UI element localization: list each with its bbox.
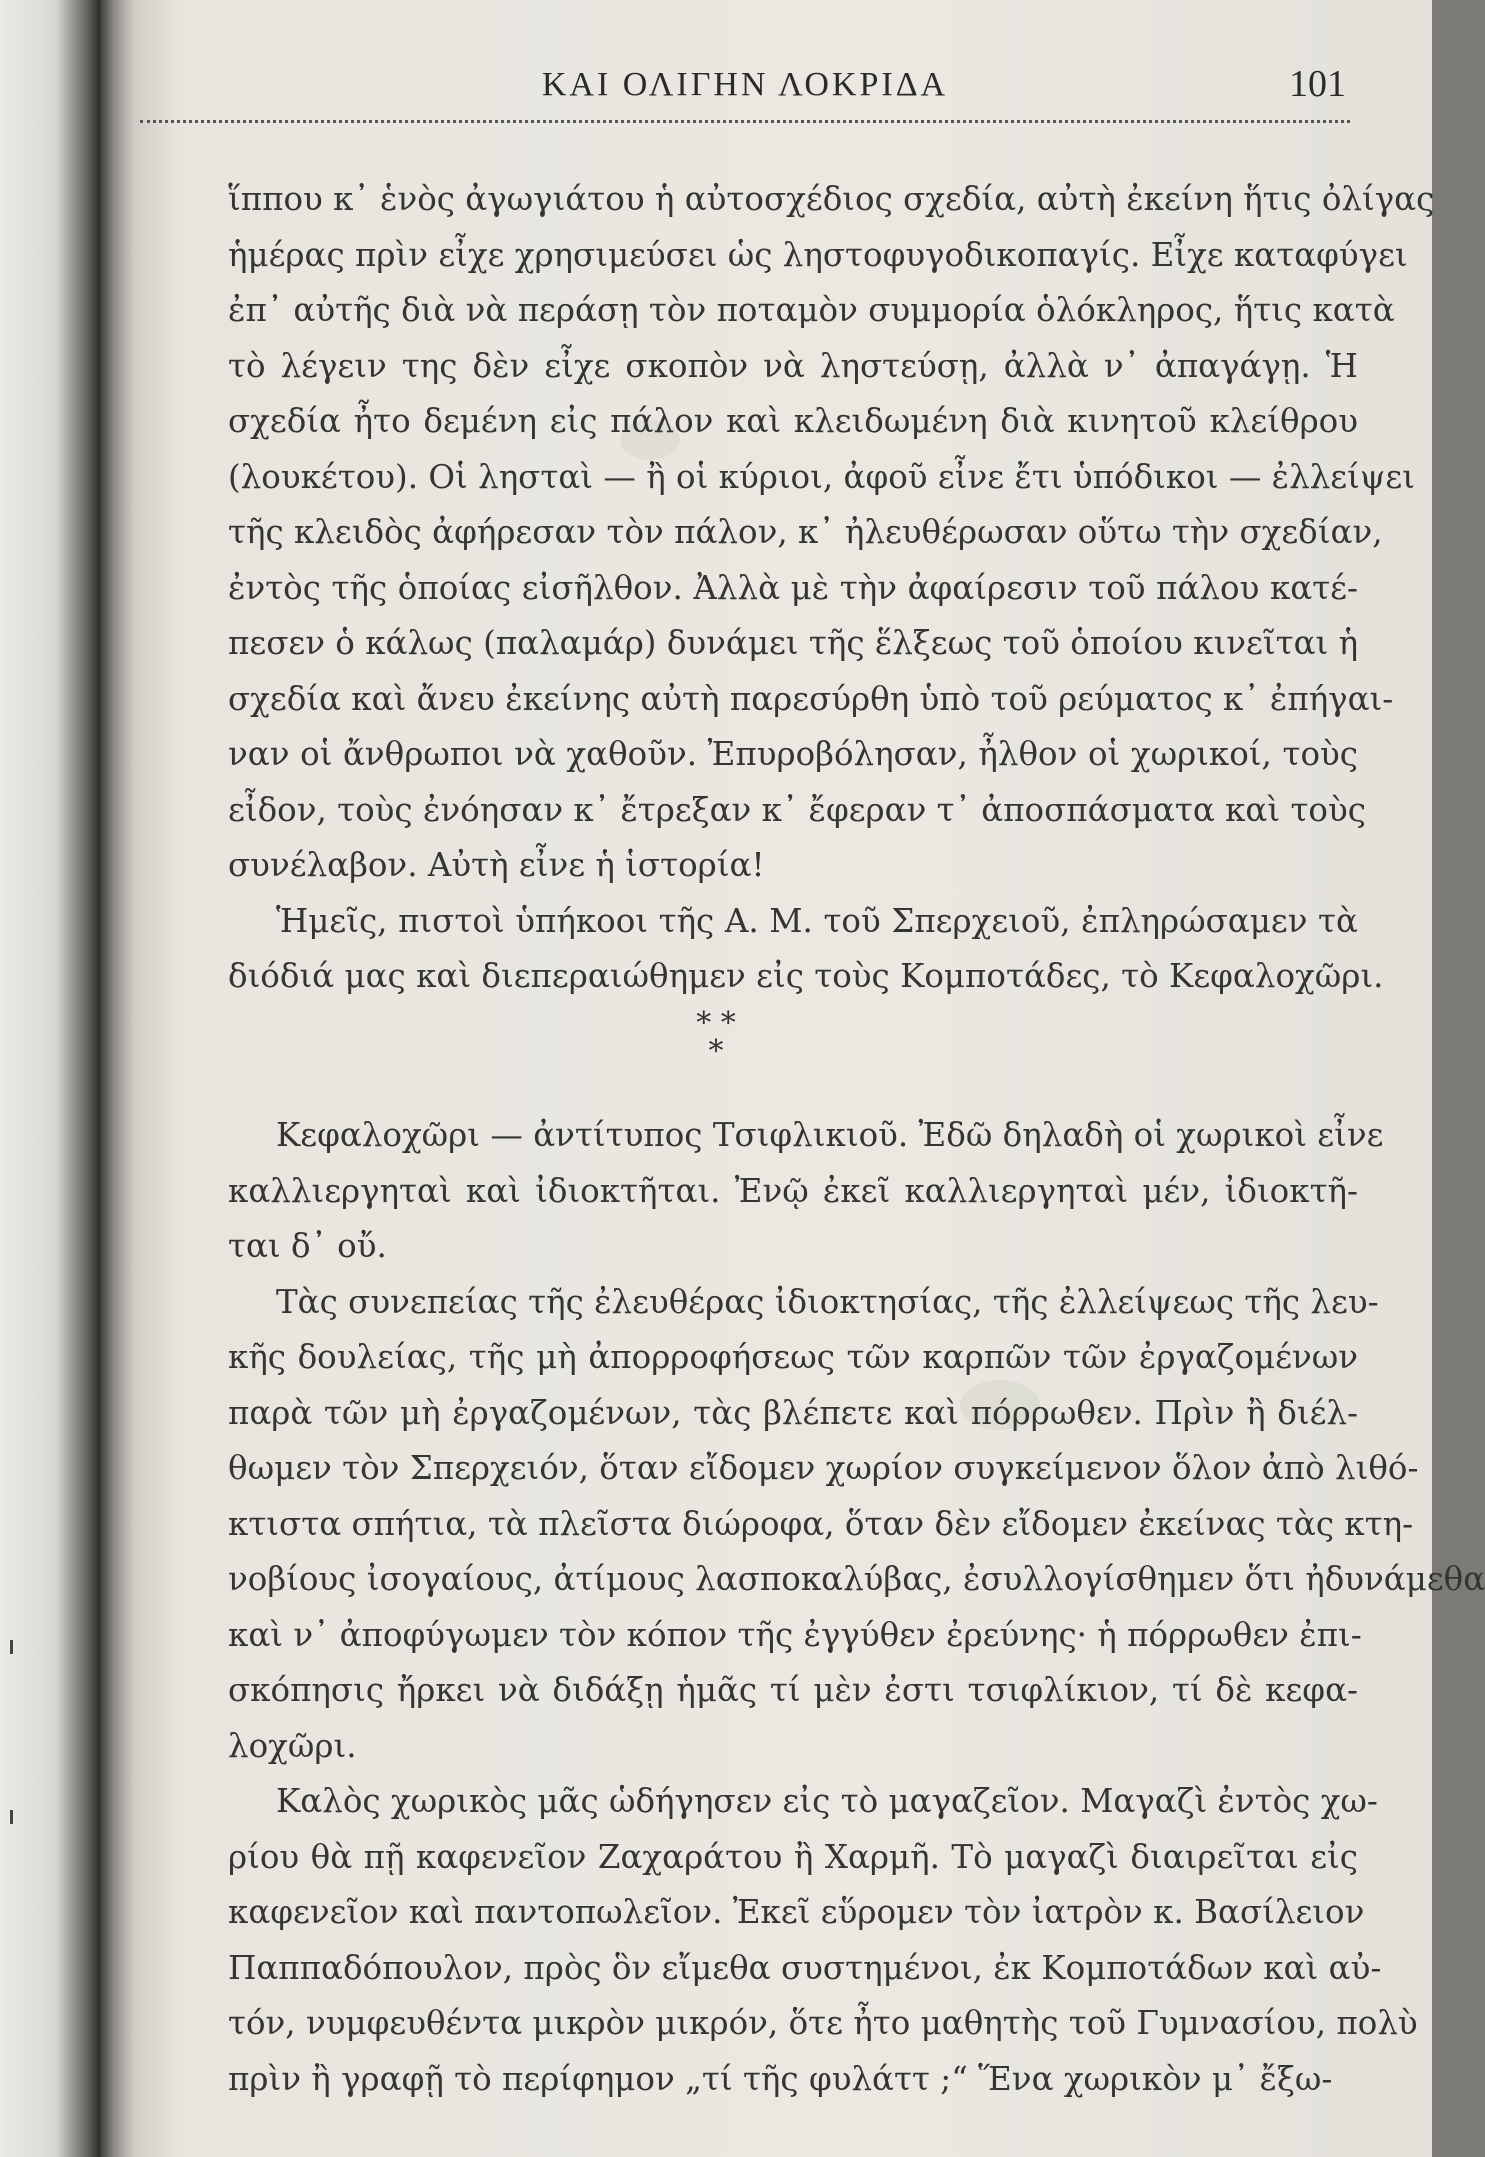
text-line: νοβίους ἰσογαίους, ἀτίμους λασποκαλύβας, ἐσυλλογίσθημεν ὅτι ἠδυνάμεθα — [228, 1560, 1485, 1598]
asterism-top: * * — [696, 1006, 736, 1041]
text-line: κτιστα σπήτια, τὰ πλεῖστα διώροφα, ὅταν δὲν εἴδομεν ἐκείνας τὰς κτη- — [228, 1504, 1414, 1543]
running-header — [140, 60, 1350, 123]
text-line: θωμεν τὸν Σπερχειόν, ὅταν εἴδομεν χωρίον συγκείμενον ὅλον ἀπὸ λιθό- — [228, 1449, 1419, 1487]
paragraph — [228, 1275, 1485, 1775]
text-line: ἐντὸς τῆς ὁποίας εἰσῆλθον. Ἀλλὰ μὲ τὴν ἀφαίρεσιν τοῦ πάλου κατέ- — [228, 568, 1358, 607]
text-line: πεσεν ὁ κάλως (παλαμάρ) δυνάμει τῆς ἕλξεως τοῦ ὁποίου κινεῖται ἡ — [228, 624, 1359, 662]
asterism-bottom: * — [708, 1034, 724, 1069]
text-line: καλλιεργηταὶ καὶ ἰδιοκτῆται. Ἐνῷ ἐκεῖ καλλιεργηταὶ μέν, ἰδιοκτῆ- — [228, 1171, 1358, 1210]
text-line: Τὰς συνεπείας τῆς ἐλευθέρας ἰδιοκτησίας, τῆς ἐλλείψεως τῆς λευ- — [276, 1282, 1379, 1321]
text-line: Ἡμεῖς, πιστοὶ ὑπήκοοι τῆς Α. Μ. τοῦ Σπερχειοῦ, ἐπληρώσαμεν τὰ — [276, 901, 1358, 940]
text-line: ναν οἱ ἄνθρωποι νὰ χαθοῦν. Ἐπυροβόλησαν, ἦλθον οἱ χωρικοί, τοὺς — [228, 735, 1358, 773]
text-line: ἵππου κ᾽ ἑνὸς ἀγωγιάτου ἡ αὐτοσχέδιος σχεδία, αὐτὴ ἐκείνη ἥτις ὀλίγας — [228, 180, 1435, 218]
text-line: τόν, νυμφευθέντα μικρὸν μικρόν, ὅτε ἦτο μαθητὴς τοῦ Γυμνασίου, πολὺ — [228, 2004, 1418, 2042]
text-line: εἶδον, τοὺς ἐνόησαν κ᾽ ἔτρεξαν κ᾽ ἔφεραν τ᾽ ἀποσπάσματα καὶ τοὺς — [228, 790, 1366, 829]
text-line: Κεφαλοχῶρι — ἀντίτυπος Τσιφλικιοῦ. Ἐδῶ δηλαδὴ οἱ χωρικοὶ εἶνε — [276, 1116, 1384, 1154]
text-line: Παππαδόπουλον, πρὸς ὃν εἴμεθα συστημένοι, ἐκ Κομποτάδων καὶ αὐ- — [228, 1948, 1382, 1987]
text-line: σχεδία ἦτο δεμένη εἰς πάλον καὶ κλειδωμένη διὰ κινητοῦ κλείθρου — [228, 402, 1358, 440]
text-line: Καλὸς χωρικὸς μᾶς ὡδήγησεν εἰς τὸ μαγαζεῖον. Μαγαζὶ ἐντὸς χω- — [276, 1782, 1378, 1820]
text-line: διόδιά μας καὶ διεπεραιώθημεν εἰς τοὺς Κομποτάδες, τὸ Κεφαλοχῶρι. — [228, 957, 1384, 995]
text-line: (λουκέτου). Οἱ λησταὶ — ἢ οἱ κύριοι, ἀφοῦ εἶνε ἔτι ὑπόδικοι — ἐλλείψει — [228, 457, 1415, 496]
text-line: σκόπησις ἤρκει νὰ διδάξῃ ἡμᾶς τί μὲν ἐστι τσιφλίκιον, τί δὲ κεφα- — [228, 1671, 1358, 1709]
text-line: παρὰ τῶν μὴ ἐργαζομένων, τὰς βλέπετε καὶ πόρρωθεν. Πρὶν ἢ διέλ- — [228, 1393, 1358, 1432]
paragraph — [228, 1108, 1384, 1275]
text-line: καφενεῖον καὶ παντοπωλεῖον. Ἐκεῖ εὕρομεν τὸν ἰατρὸν κ. Βασίλειον — [228, 1893, 1365, 1931]
text-line: τῆς κλειδὸς ἀφήρεσαν τὸν πάλον, κ᾽ ἠλευθέρωσαν οὕτω τὴν σχεδίαν, — [228, 513, 1383, 551]
text-line: ται δ᾽ οὔ. — [228, 1227, 387, 1265]
text-line: ἐπ᾽ αὐτῆς διὰ νὰ περάσῃ τὸν ποταμὸν συμμορία ὁλόκληρος, ἥτις κατὰ — [228, 291, 1395, 329]
ink-mark — [10, 1640, 13, 1654]
text-line: σχεδία καὶ ἄνευ ἐκείνης αὐτὴ παρεσύρθη ὑπὸ τοῦ ρεύματος κ᾽ ἐπήγαι- — [228, 679, 1394, 718]
text-line: συνέλαβον. Αὐτὴ εἶνε ἡ ἱστορία! — [228, 846, 765, 884]
ink-mark — [10, 1810, 13, 1824]
text-line: πρὶν ἢ γραφῇ τὸ περίφημον „τί τῆς φυλάττ ;“ Ἕνα χωρικὸν μ᾽ ἔξω- — [228, 2059, 1333, 2098]
paragraph — [228, 1774, 1418, 2107]
paragraph — [228, 894, 1384, 1005]
text-section-2 — [228, 1108, 1485, 2107]
running-title: ΚΑΙ ΟΛΙΓΗΝ ΛΟΚΡΙΔΑ — [541, 66, 949, 103]
text-line: ρίου θὰ πῇ καφενεῖον Ζαχαράτου ἢ Χαρμῆ. Τὸ μαγαζὶ διαιρεῖται εἰς — [228, 1837, 1358, 1876]
text-line: λοχῶρι. — [228, 1726, 357, 1765]
text-line: τὸ λέγειν της δὲν εἶχε σκοπὸν νὰ ληστεύσῃ, ἀλλὰ ν᾽ ἀπαγάγῃ. Ἡ — [228, 346, 1358, 385]
text-line: ἡμέρας πρὶν εἶχε χρησιμεύσει ὡς ληστοφυγοδικοπαγίς. Εἶχε καταφύγει — [228, 235, 1408, 274]
text-line: καὶ ν᾽ ἀποφύγωμεν τὸν κόπον τῆς ἐγγύθεν ἐρεύνης· ἡ πόρρωθεν ἐπι- — [228, 1615, 1362, 1654]
facing-page-edge — [0, 0, 100, 2157]
text-line: κῆς δουλείας, τῆς μὴ ἀπορροφήσεως τῶν καρπῶν τῶν ἐργαζομένων — [228, 1338, 1358, 1376]
page-number: 101 — [1289, 63, 1346, 105]
paragraph — [228, 172, 1435, 894]
section-asterism — [0, 1006, 1432, 1069]
text-section-1 — [228, 172, 1435, 1005]
